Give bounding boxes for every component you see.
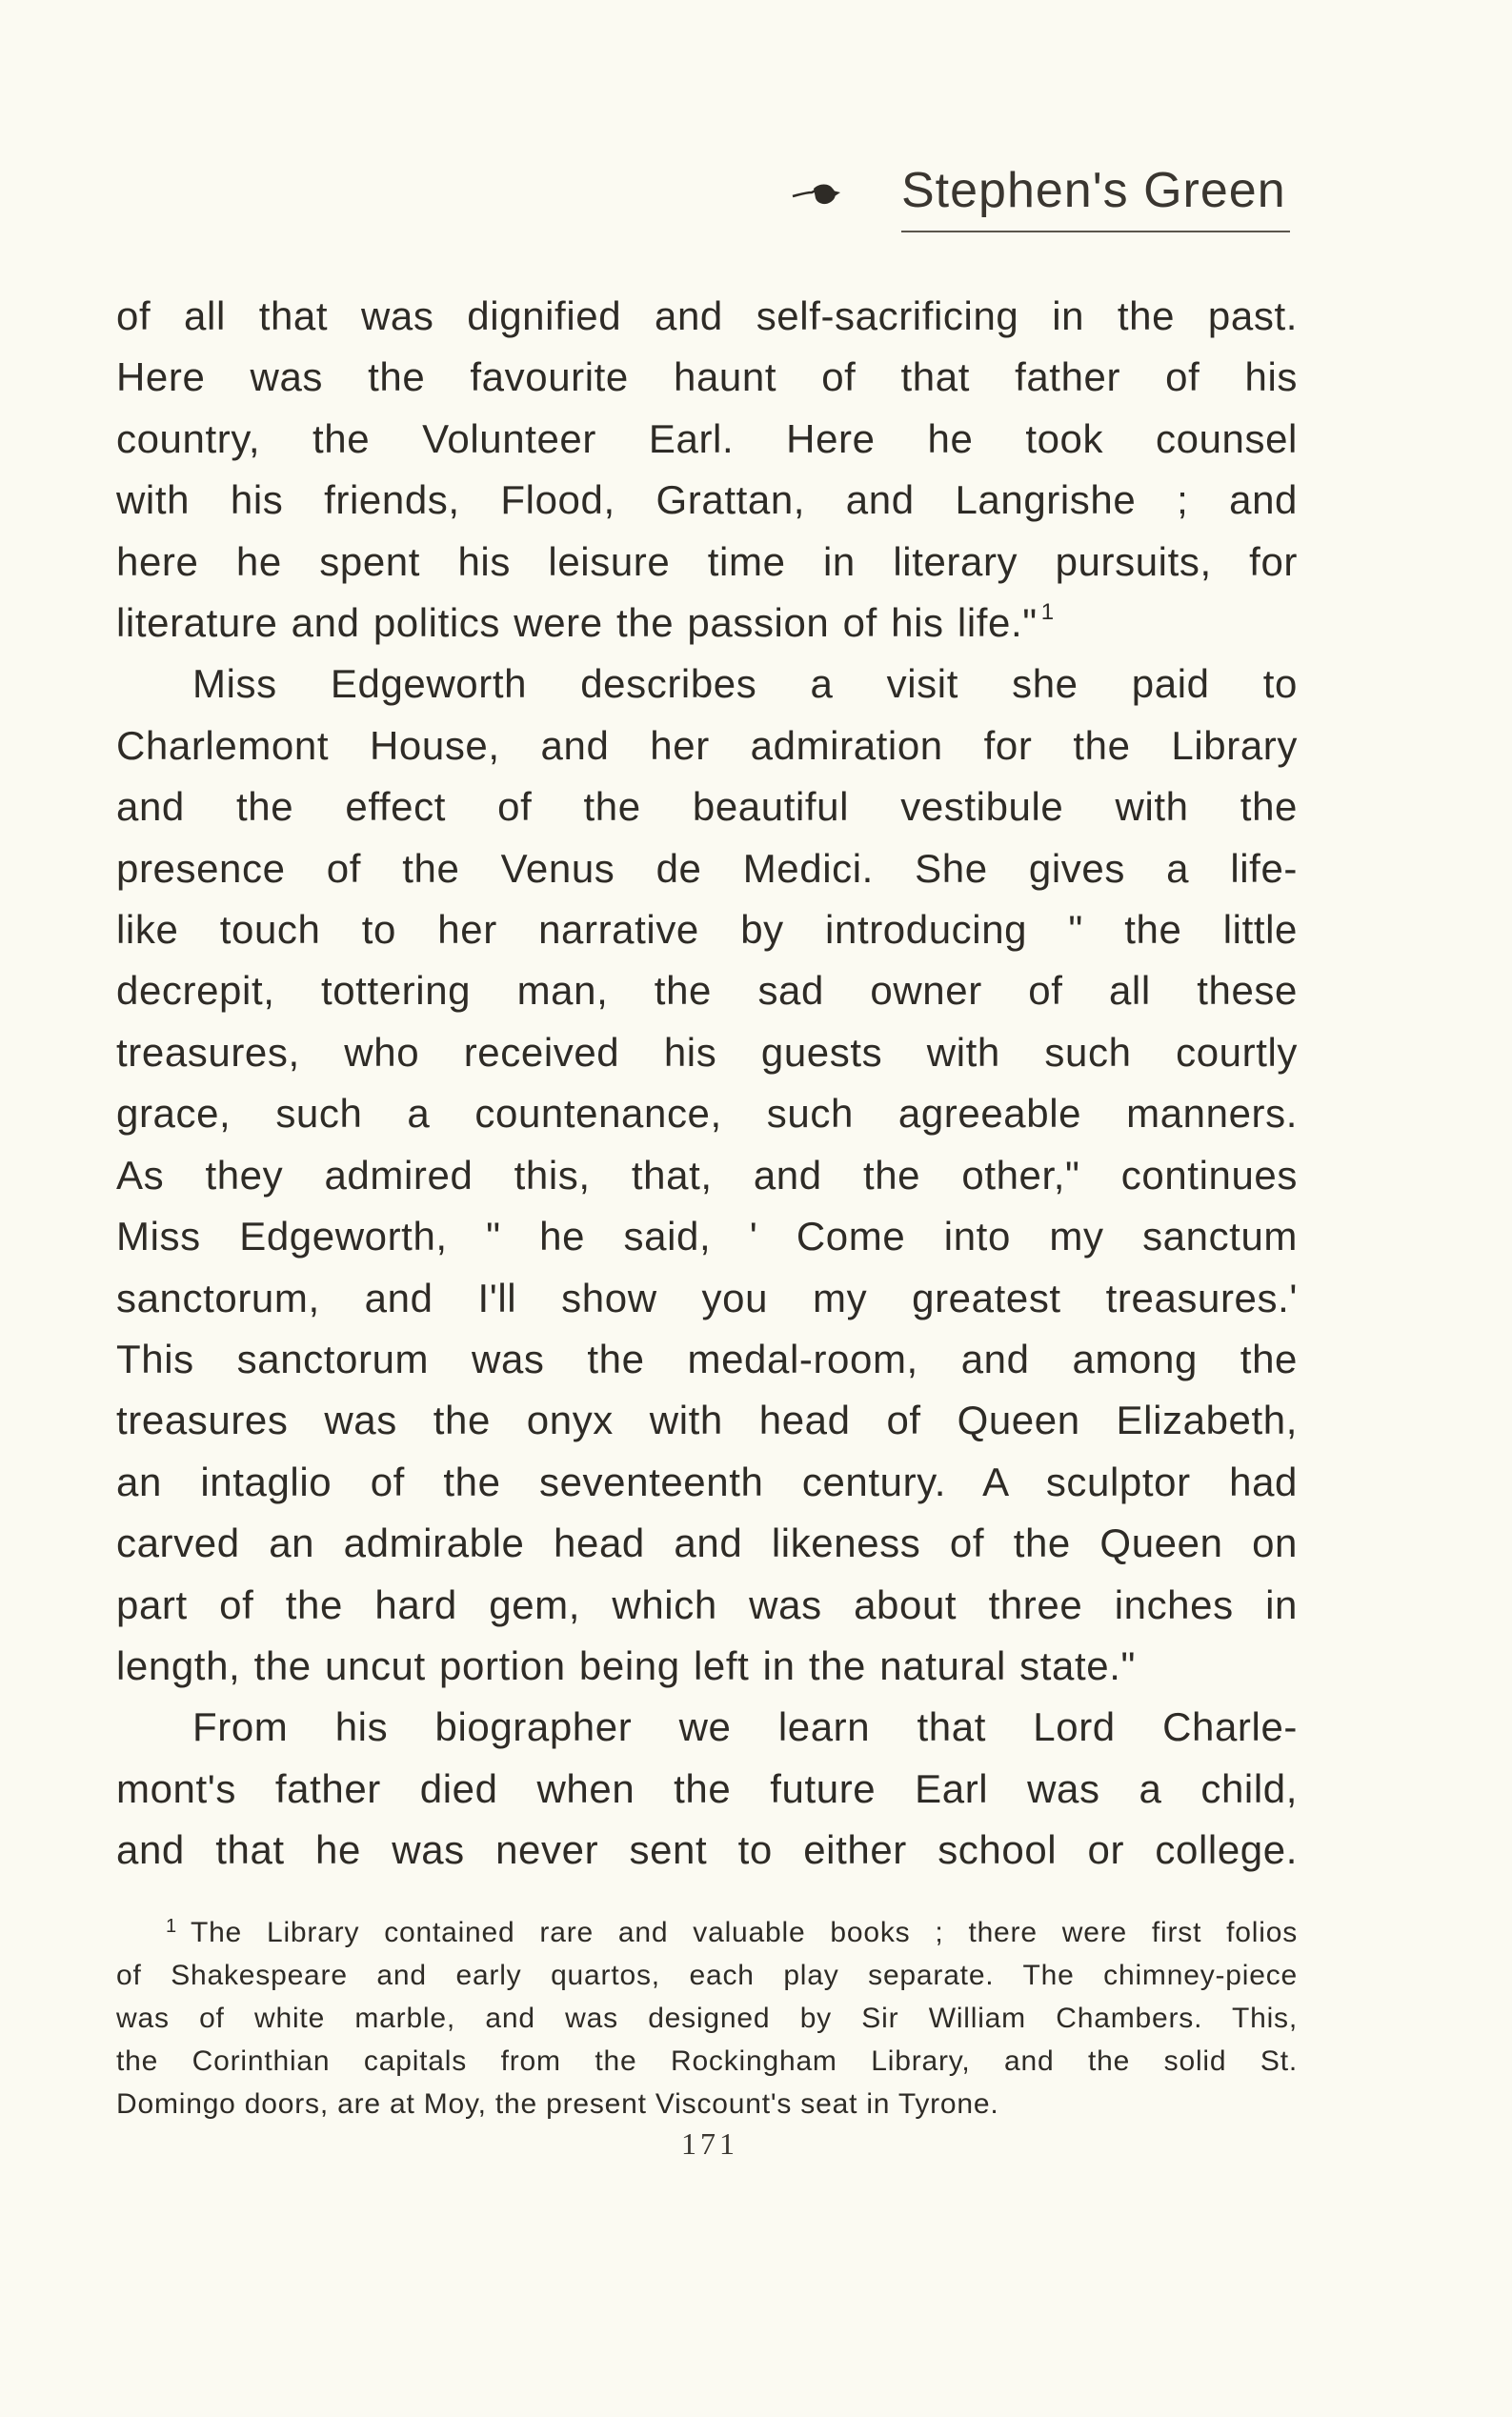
text-line: presence of the Venus de Medici. She gives a life- — [116, 845, 1298, 891]
page-header — [791, 152, 1291, 229]
text-line: From his biographer we learn that Lord Charle- — [192, 1704, 1298, 1750]
footnote-line: was of white marble, and was designed by Sir William Chambers. This, — [116, 2003, 1298, 2034]
text-line: treasures, who received his guests with such courtly — [116, 1029, 1298, 1075]
text-line: treasures was the onyx with head of Queen Elizabeth, — [116, 1398, 1298, 1443]
footnotes — [116, 1905, 1298, 2125]
footnote-line: the Corinthian capitals from the Rockingham Library, and the solid St. — [116, 2045, 1298, 2077]
footnote-number: 1 — [166, 1916, 177, 1937]
text-line: Charlemont House, and her admiration for the Library — [116, 722, 1298, 768]
footnote — [116, 1905, 1298, 2125]
footnote-line-content: The Library contained rare and valuable books ; there were first folios — [190, 1917, 1298, 1948]
text-line: length, the uncut portion being left in the natural state." — [116, 1642, 1136, 1688]
text-line: Miss Edgeworth describes a visit she paid to — [192, 661, 1298, 707]
text-line: This sanctorum was the medal-room, and among the — [116, 1336, 1298, 1381]
page-number: 171 — [681, 2126, 738, 2161]
hand-pointer-ornament-icon — [791, 179, 842, 208]
text-line — [116, 593, 1298, 654]
text-line: mont's father died when the future Earl was a child, — [116, 1765, 1298, 1811]
text-line: grace, such a countenance, such agreeable manners. — [116, 1091, 1298, 1137]
text-line: an intaglio of the seventeenth century. A sculptor had — [116, 1459, 1298, 1504]
body-text — [116, 286, 1298, 1882]
text-line: like touch to her narrative by introducing " the little — [116, 907, 1298, 953]
text-line: Miss Edgeworth, " he said, ' Come into my sanctum — [116, 1214, 1298, 1259]
paragraph-3 — [116, 1697, 1298, 1881]
text-line: As they admired this, that, and the other," continues — [116, 1152, 1298, 1198]
text-line: Here was the favourite haunt of that father of his — [116, 354, 1298, 400]
running-head: Stephen's Green — [901, 163, 1286, 218]
text-line: of all that was dignified and self-sacrificing in the past. — [116, 293, 1298, 338]
footnote-reference: 1 — [1040, 599, 1055, 626]
text-line: sanctorum, and I'll show you my greatest treasures.' — [116, 1275, 1298, 1320]
text-line: and the effect of the beautiful vestibule with the — [116, 784, 1298, 830]
footnote-line: Domingo doors, are at Moy, the present Viscount's seat in Tyrone. — [116, 2088, 999, 2120]
text-line: carved an admirable head and likeness of the Queen on — [116, 1521, 1298, 1566]
paragraph-1 — [116, 286, 1298, 654]
text-line: decrepit, tottering man, the sad owner of all these — [116, 968, 1298, 1014]
text-line: country, the Volunteer Earl. Here he took counsel — [116, 415, 1298, 461]
text-line: part of the hard gem, which was about three inches in — [116, 1581, 1298, 1627]
text-line-content: literature and politics were the passion of his life." — [116, 600, 1038, 646]
text-line: and that he was never sent to either school or college. — [116, 1827, 1298, 1873]
footnote-line — [116, 1905, 1298, 1954]
header-rule — [901, 231, 1290, 232]
footnote-line: of Shakespeare and early quartos, each play separate. The chimney-piece — [116, 1960, 1298, 1991]
text-line: here he spent his leisure time in literary pursuits, for — [116, 538, 1298, 584]
text-line: with his friends, Flood, Grattan, and Langrishe ; and — [116, 477, 1298, 523]
paragraph-2 — [116, 654, 1298, 1697]
